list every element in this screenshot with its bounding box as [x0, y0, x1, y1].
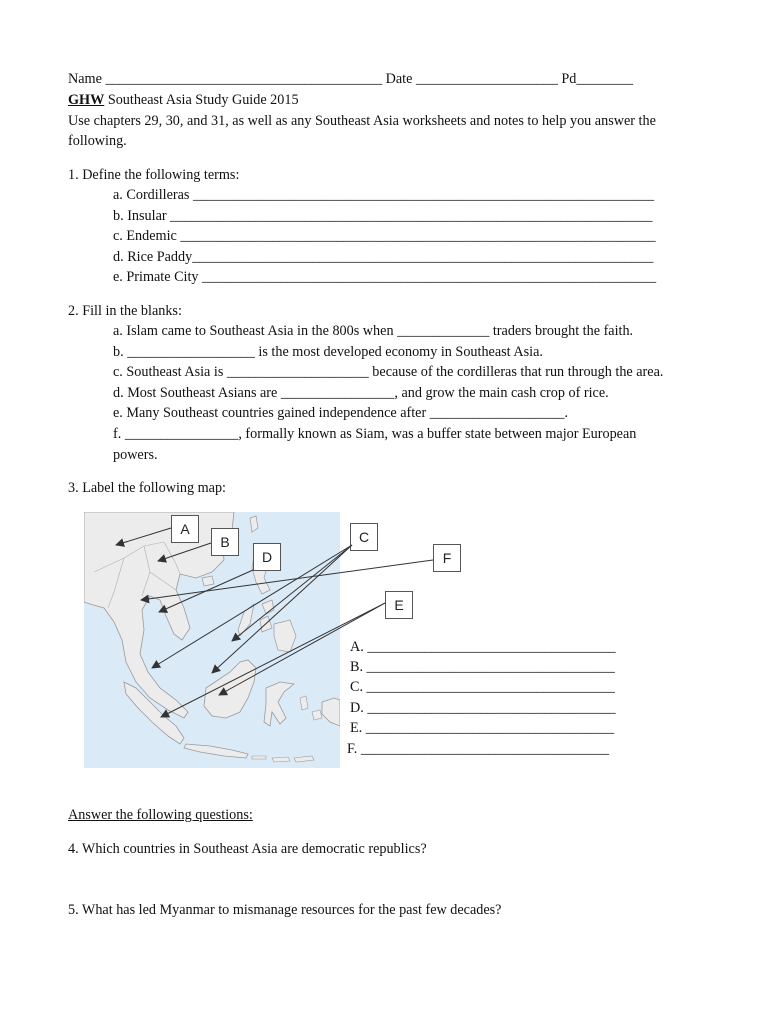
blank-a[interactable]: a. Islam came to Southeast Asia in the 800s when _____________ traders brought the faith.: [113, 323, 634, 339]
term-cordilleras[interactable]: a. Cordilleras _________________________________________________________________: [113, 187, 655, 203]
intro-line-2: following.: [68, 133, 127, 149]
term-rice-paddy[interactable]: d. Rice Paddy_________________________________________________________________: [113, 249, 654, 265]
name-field[interactable]: _______________________________________: [105, 71, 383, 87]
blank-f[interactable]: f. ________________, formally known as Siam, was a buffer state between major European: [113, 426, 637, 442]
blank-f-continued: powers.: [113, 447, 158, 463]
map-answer-d[interactable]: D. ___________________________________: [350, 700, 616, 716]
question-4: 4. Which countries in Southeast Asia are democratic republics?: [68, 841, 427, 857]
map-label-box-c: C: [350, 523, 378, 551]
name-label: Name: [68, 71, 102, 87]
page-title: [68, 91, 299, 109]
term-primate-city[interactable]: e. Primate City ________________________________________________________________: [113, 269, 657, 285]
map-label-box-a: A: [171, 515, 199, 543]
map-label-box-f: F: [433, 544, 461, 572]
section2-heading: 2. Fill in the blanks:: [68, 303, 182, 319]
term-insular[interactable]: b. Insular ____________________________________________________________________: [113, 208, 653, 224]
map-label-box-e: E: [385, 591, 413, 619]
map-label-box-d: D: [253, 543, 281, 571]
blank-e[interactable]: e. Many Southeast countries gained independence after ___________________.: [113, 405, 569, 421]
map-label-box-b: B: [211, 528, 239, 556]
section1-heading: 1. Define the following terms:: [68, 167, 240, 183]
date-field[interactable]: ____________________: [415, 71, 558, 87]
map-answer-b[interactable]: B. ___________________________________: [350, 659, 615, 675]
blank-d[interactable]: d. Most Southeast Asians are ________________, and grow the main cash crop of rice.: [113, 385, 609, 401]
header-line: [68, 70, 633, 88]
blank-b[interactable]: b. __________________ is the most developed economy in Southeast Asia.: [113, 344, 543, 360]
term-endemic[interactable]: c. Endemic ___________________________________________________________________: [113, 228, 656, 244]
course-code: GHW: [68, 92, 105, 108]
questions-heading: Answer the following questions:: [68, 807, 253, 823]
question-5: 5. What has led Myanmar to mismanage resources for the past few decades?: [68, 902, 502, 918]
blank-c[interactable]: c. Southeast Asia is ____________________ because of the cordilleras that run through the area.: [113, 364, 664, 380]
date-label: Date: [385, 71, 413, 87]
pd-label: Pd: [561, 71, 577, 87]
title-text: Southeast Asia Study Guide 2015: [104, 92, 299, 108]
map-hainan: [202, 576, 214, 586]
map-answer-a[interactable]: A. ___________________________________: [350, 639, 616, 655]
map-answer-e[interactable]: E. ___________________________________: [350, 720, 615, 736]
map-answer-f[interactable]: F. ___________________________________: [347, 741, 610, 757]
intro-line-1: Use chapters 29, 30, and 31, as well as any Southeast Asia worksheets and notes to help you answer the: [68, 113, 656, 129]
pd-field[interactable]: ________: [576, 71, 634, 87]
section3-heading: 3. Label the following map:: [68, 480, 226, 496]
map-answer-c[interactable]: C. ___________________________________: [350, 679, 615, 695]
